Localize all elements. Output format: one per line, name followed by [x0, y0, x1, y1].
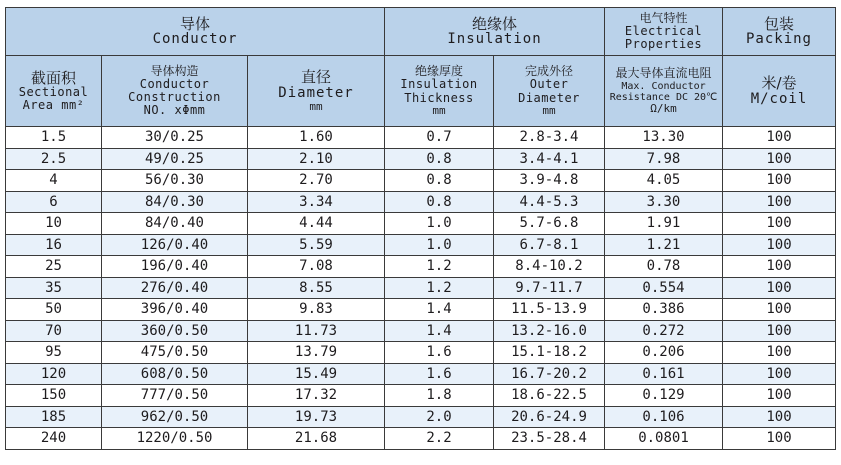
outer-diameter-cell: 20.6-24.9	[494, 406, 605, 428]
construction-en-1: Conductor	[139, 76, 210, 91]
packing-cell: 100	[723, 191, 836, 213]
header-row-columns	[6, 56, 836, 127]
packing-cell: 100	[723, 277, 836, 299]
insulation-thickness-cell: 1.8	[385, 385, 494, 407]
construction-cell: 608/0.50	[102, 363, 248, 385]
diameter-cell: 2.10	[248, 148, 385, 170]
packing-group-header	[723, 8, 836, 56]
table-row	[6, 299, 836, 321]
construction-zh: 导体构造	[150, 63, 199, 78]
table-row	[6, 320, 836, 342]
construction-cell: 396/0.40	[102, 299, 248, 321]
outer-diameter-cell: 18.6-22.5	[494, 385, 605, 407]
table-row	[6, 428, 836, 450]
resistance-cell: 1.91	[605, 213, 723, 235]
outer-diameter-en-1: Outer	[529, 77, 569, 92]
resistance-header	[605, 56, 723, 127]
packing-unit-en: M/coil	[750, 90, 808, 107]
outer-diameter-unit: mm	[542, 103, 556, 117]
diameter-cell: 19.73	[248, 406, 385, 428]
sectional-area-cell: 120	[6, 363, 102, 385]
diameter-en: Diameter	[278, 84, 354, 101]
diameter-cell: 7.08	[248, 256, 385, 278]
diameter-cell: 2.70	[248, 170, 385, 192]
diameter-cell: 8.55	[248, 277, 385, 299]
packing-cell: 100	[723, 406, 836, 428]
conductor-zh: 导体	[179, 14, 210, 33]
resistance-cell: 0.78	[605, 256, 723, 278]
outer-diameter-cell: 6.7-8.1	[494, 234, 605, 256]
resistance-zh: 最大导体直流电阻	[615, 66, 712, 81]
sectional-area-cell: 35	[6, 277, 102, 299]
electrical-en-1: Electrical	[624, 23, 703, 38]
outer-diameter-cell: 5.7-6.8	[494, 213, 605, 235]
sectional-area-en-1: Sectional	[18, 85, 89, 100]
construction-cell: 196/0.40	[102, 256, 248, 278]
table-row	[6, 363, 836, 385]
outer-diameter-cell: 3.9-4.8	[494, 170, 605, 192]
resistance-en-1: Max. Conductor	[621, 80, 706, 92]
outer-diameter-cell: 11.5-13.9	[494, 299, 605, 321]
diameter-header	[248, 56, 385, 127]
packing-cell: 100	[723, 342, 836, 364]
outer-diameter-cell: 2.8-3.4	[494, 127, 605, 149]
insulation-thickness-cell: 1.2	[385, 256, 494, 278]
resistance-cell: 0.106	[605, 406, 723, 428]
sectional-area-cell: 240	[6, 428, 102, 450]
packing-cell: 100	[723, 170, 836, 192]
table-body	[6, 127, 836, 450]
table-row	[6, 127, 836, 149]
insulation-thickness-cell: 1.0	[385, 234, 494, 256]
packing-cell: 100	[723, 213, 836, 235]
insulation-thickness-cell: 2.2	[385, 428, 494, 450]
insulation-thickness-cell: 1.2	[385, 277, 494, 299]
insulation-thickness-unit: mm	[432, 103, 446, 117]
resistance-cell: 1.21	[605, 234, 723, 256]
insulation-thickness-header	[385, 56, 494, 127]
outer-diameter-cell: 8.4-10.2	[494, 256, 605, 278]
sectional-area-cell: 95	[6, 342, 102, 364]
packing-cell: 100	[723, 363, 836, 385]
outer-diameter-cell: 13.2-16.0	[494, 320, 605, 342]
insulation-thickness-cell: 0.8	[385, 148, 494, 170]
diameter-cell: 3.34	[248, 191, 385, 213]
construction-cell: 1220/0.50	[102, 428, 248, 450]
outer-diameter-cell: 3.4-4.1	[494, 148, 605, 170]
sectional-area-cell: 25	[6, 256, 102, 278]
table-row	[6, 170, 836, 192]
resistance-cell: 4.05	[605, 170, 723, 192]
outer-diameter-cell: 9.7-11.7	[494, 277, 605, 299]
outer-diameter-zh: 完成外径	[524, 64, 573, 79]
electrical-zh: 电气特性	[639, 10, 688, 25]
sectional-area-cell: 185	[6, 406, 102, 428]
construction-cell: 126/0.40	[102, 234, 248, 256]
resistance-cell: 0.554	[605, 277, 723, 299]
electrical-en-2: Properties	[624, 37, 703, 52]
diameter-cell: 21.68	[248, 428, 385, 450]
insulation-thickness-en-2: Thickness	[404, 90, 474, 105]
outer-diameter-en-2: Diameter	[518, 90, 580, 105]
resistance-cell: 0.386	[605, 299, 723, 321]
table-row	[6, 406, 836, 428]
diameter-cell: 13.79	[248, 342, 385, 364]
construction-cell: 777/0.50	[102, 385, 248, 407]
sectional-area-cell: 70	[6, 320, 102, 342]
packing-unit-header	[723, 56, 836, 127]
conductor-en: Conductor	[152, 31, 238, 48]
resistance-unit: Ω/km	[650, 101, 677, 115]
packing-cell: 100	[723, 299, 836, 321]
packing-cell: 100	[723, 127, 836, 149]
sectional-area-header	[6, 56, 102, 127]
table-row	[6, 234, 836, 256]
construction-en-2: Construction	[128, 90, 221, 104]
cable-spec-table	[5, 7, 836, 450]
construction-cell: 84/0.40	[102, 213, 248, 235]
insulation-zh: 绝缘体	[471, 14, 517, 33]
packing-cell: 100	[723, 428, 836, 450]
diameter-cell: 15.49	[248, 363, 385, 385]
packing-en: Packing	[745, 31, 812, 48]
table-row	[6, 191, 836, 213]
construction-cell: 84/0.30	[102, 191, 248, 213]
diameter-cell: 5.59	[248, 234, 385, 256]
insulation-thickness-cell: 1.4	[385, 320, 494, 342]
sectional-area-cell: 2.5	[6, 148, 102, 170]
insulation-thickness-cell: 2.0	[385, 406, 494, 428]
insulation-thickness-cell: 1.4	[385, 299, 494, 321]
electrical-group-header	[605, 8, 723, 56]
construction-cell: 30/0.25	[102, 127, 248, 149]
construction-cell: 276/0.40	[102, 277, 248, 299]
insulation-thickness-cell: 0.8	[385, 191, 494, 213]
sectional-area-cell: 150	[6, 385, 102, 407]
table-row	[6, 342, 836, 364]
construction-cell: 962/0.50	[102, 406, 248, 428]
diameter-cell: 4.44	[248, 213, 385, 235]
construction-cell: 56/0.30	[102, 170, 248, 192]
insulation-thickness-cell: 1.6	[385, 342, 494, 364]
table-row	[6, 256, 836, 278]
packing-cell: 100	[723, 234, 836, 256]
resistance-cell: 13.30	[605, 127, 723, 149]
table-header	[6, 8, 836, 127]
construction-unit: NO. xΦmm	[143, 103, 206, 118]
resistance-en-2: Resistance DC 20℃	[609, 91, 718, 103]
insulation-thickness-cell: 1.6	[385, 363, 494, 385]
sectional-area-zh: 截面积	[30, 68, 76, 87]
diameter-cell: 1.60	[248, 127, 385, 149]
sectional-area-cell: 50	[6, 299, 102, 321]
sectional-area-cell: 6	[6, 191, 102, 213]
resistance-cell: 0.0801	[605, 428, 723, 450]
outer-diameter-cell: 4.4-5.3	[494, 191, 605, 213]
sectional-area-cell: 16	[6, 234, 102, 256]
insulation-thickness-zh: 绝缘厚度	[414, 64, 463, 79]
packing-cell: 100	[723, 148, 836, 170]
packing-zh: 包装	[763, 14, 794, 33]
table-row	[6, 213, 836, 235]
insulation-en: Insulation	[447, 31, 542, 48]
insulation-thickness-en-1: Insulation	[400, 77, 478, 92]
table-row	[6, 277, 836, 299]
construction-cell: 360/0.50	[102, 320, 248, 342]
packing-unit-zh: 米/卷	[761, 74, 797, 93]
construction-header	[102, 56, 248, 127]
packing-cell: 100	[723, 320, 836, 342]
resistance-cell: 3.30	[605, 191, 723, 213]
header-row-groups	[6, 8, 836, 56]
table-row	[6, 148, 836, 170]
sectional-area-cell: 4	[6, 170, 102, 192]
insulation-thickness-cell: 0.7	[385, 127, 494, 149]
diameter-cell: 17.32	[248, 385, 385, 407]
diameter-cell: 9.83	[248, 299, 385, 321]
resistance-cell: 7.98	[605, 148, 723, 170]
resistance-cell: 0.161	[605, 363, 723, 385]
construction-cell: 49/0.25	[102, 148, 248, 170]
resistance-cell: 0.129	[605, 385, 723, 407]
conductor-group-header	[6, 8, 385, 56]
outer-diameter-header	[494, 56, 605, 127]
diameter-zh: 直径	[300, 68, 331, 86]
outer-diameter-cell: 15.1-18.2	[494, 342, 605, 364]
packing-cell: 100	[723, 385, 836, 407]
construction-cell: 475/0.50	[102, 342, 248, 364]
outer-diameter-cell: 23.5-28.4	[494, 428, 605, 450]
insulation-group-header	[385, 8, 605, 56]
sectional-area-cell: 1.5	[6, 127, 102, 149]
sectional-area-cell: 10	[6, 213, 102, 235]
diameter-cell: 11.73	[248, 320, 385, 342]
insulation-thickness-cell: 1.0	[385, 213, 494, 235]
resistance-cell: 0.272	[605, 320, 723, 342]
resistance-cell: 0.206	[605, 342, 723, 364]
packing-cell: 100	[723, 256, 836, 278]
diameter-unit: mm	[309, 99, 323, 113]
sectional-area-en-2: Area mm²	[22, 98, 85, 113]
outer-diameter-cell: 16.7-20.2	[494, 363, 605, 385]
table-row	[6, 385, 836, 407]
insulation-thickness-cell: 0.8	[385, 170, 494, 192]
